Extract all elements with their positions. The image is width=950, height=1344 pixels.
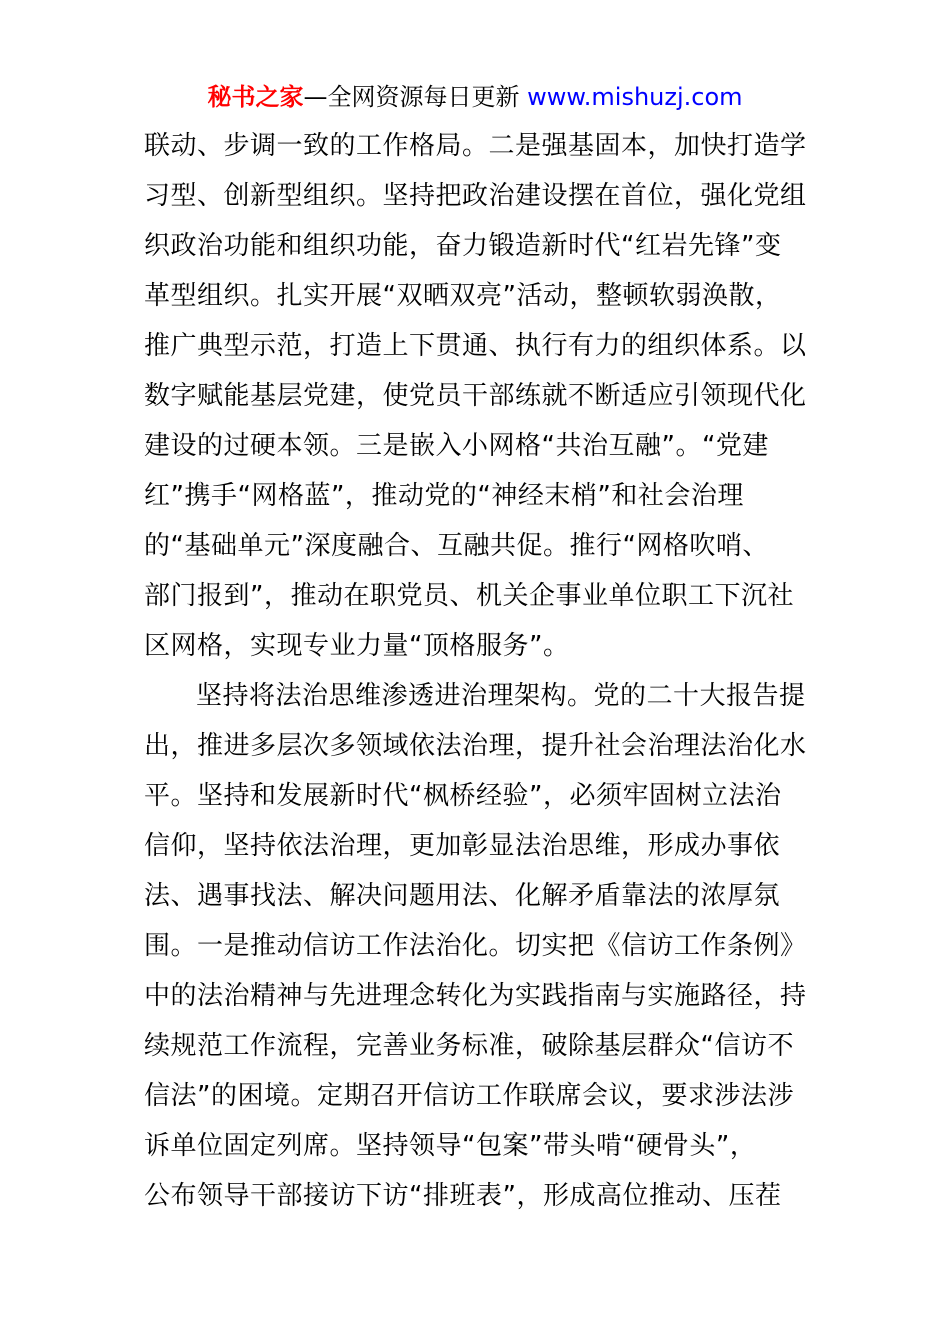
text-line: 的“基础单元”深度融合、互融共促。推行“网格吹哨、 <box>144 531 769 561</box>
text-line: 诉单位固定列席。坚持领导“包案”带头啃“硬骨头”， <box>144 1131 757 1161</box>
text-line: 联动、步调一致的工作格局。二是强基固本，加快打造学 <box>144 131 807 161</box>
brand-name: 秘书之家 <box>207 83 304 111</box>
text-line: 织政治功能和组织功能，奋力锻造新时代“红岩先锋”变 <box>144 231 782 261</box>
text-line: 坚持将法治思维渗透进治理架构。党的二十大报告提 <box>196 681 806 711</box>
text-line: 数字赋能基层党建，使党员干部练就不断适应引领现代化 <box>144 381 807 411</box>
text-line: 推广典型示范，打造上下贯通、执行有力的组织体系。以 <box>144 331 807 361</box>
text-line: 续规范工作流程，完善业务标准，破除基层群众“信访不 <box>144 1031 794 1061</box>
site-url-link[interactable]: www.mishuzj.com <box>527 83 743 111</box>
text-line: 建设的过硬本领。三是嵌入小网格“共治互融”。“党建 <box>144 431 769 461</box>
text-line: 信法”的困境。定期召开信访工作联席会议，要求涉法涉 <box>144 1081 794 1111</box>
text-line: 围。一是推动信访工作法治化。切实把《信访工作条例》 <box>144 931 807 961</box>
header-tagline: —全网资源每日更新 <box>303 83 528 111</box>
text-line: 红”携手“网格蓝”，推动党的“神经末梢”和社会治理 <box>144 481 744 511</box>
paragraph-2 <box>144 671 824 1221</box>
text-line: 平。坚持和发展新时代“枫桥经验”，必须牢固树立法治 <box>144 781 782 811</box>
text-line: 出，推进多层次多领域依法治理，提升社会治理法治化水 <box>144 731 807 761</box>
text-line: 法、遇事找法、解决问题用法、化解矛盾靠法的浓厚氛 <box>144 881 781 911</box>
text-line: 信仰，坚持依法治理，更加彰显法治思维，形成办事依 <box>144 831 781 861</box>
site-header <box>0 80 950 114</box>
document-body <box>144 121 824 1221</box>
paragraph-1 <box>144 121 824 671</box>
text-line: 部门报到”，推动在职党员、机关企事业单位职工下沉社 <box>144 581 794 611</box>
text-line: 中的法治精神与先进理念转化为实践指南与实施路径，持 <box>144 981 807 1011</box>
text-line: 区网格，实现专业力量“顶格服务”。 <box>144 631 570 661</box>
text-line: 公布领导干部接访下访“排班表”，形成高位推动、压茬 <box>144 1181 782 1211</box>
text-line: 革型组织。扎实开展“双晒双亮”活动，整顿软弱涣散， <box>144 281 782 311</box>
text-line: 习型、创新型组织。坚持把政治建设摆在首位，强化党组 <box>144 181 807 211</box>
